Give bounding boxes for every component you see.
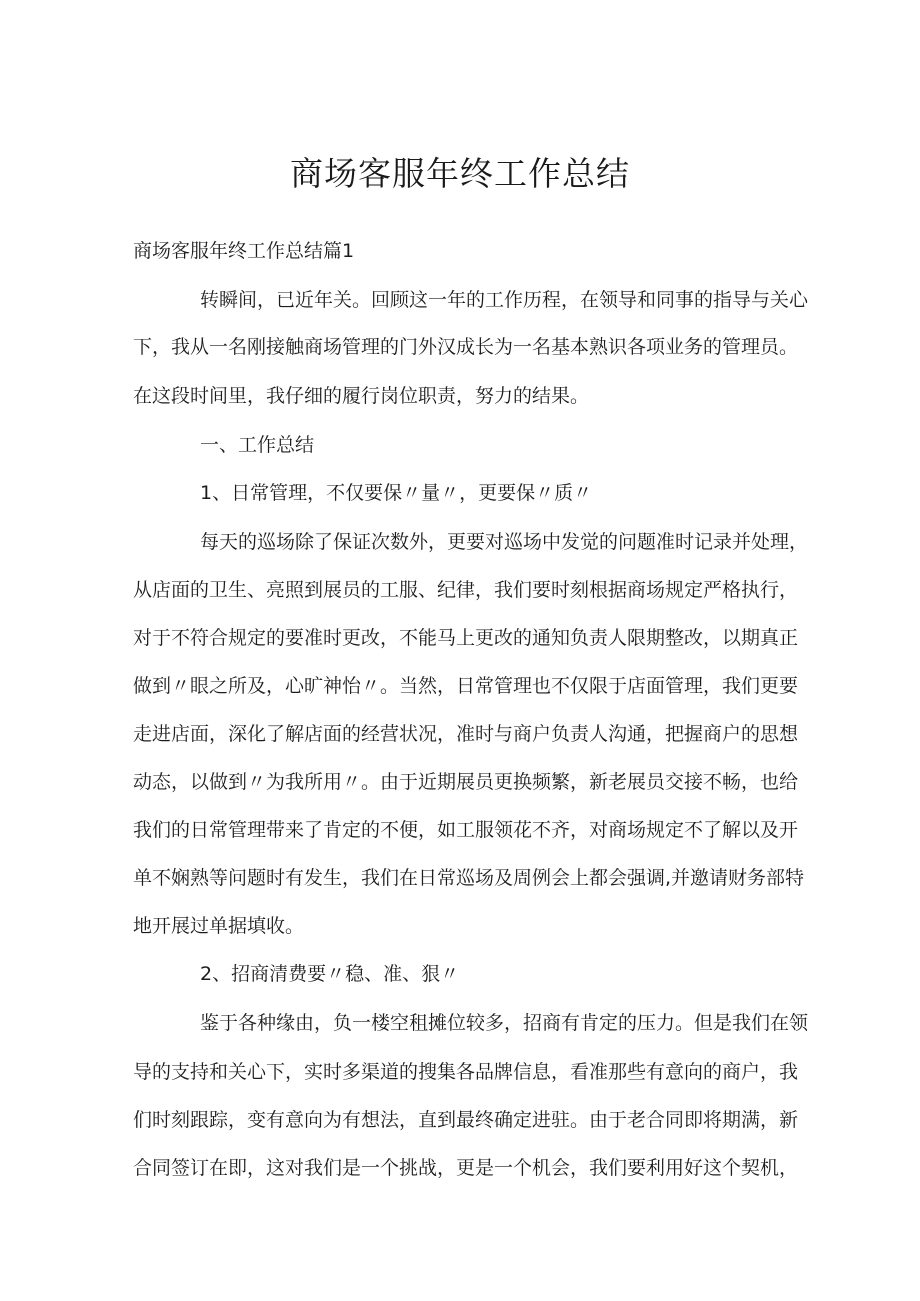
paragraph-line: 地开展过单据填收。 [133, 915, 305, 937]
paragraph-line: 做到〃眼之所及，心旷神怡〃。当然，日常管理也不仅限于店面管理，我们更要 [133, 675, 799, 697]
document-title: 商场客服年终工作总结 [290, 154, 630, 193]
paragraph-line: 走进店面，深化了解店面的经营状况，准时与商户负责人沟通，把握商户的思想 [133, 723, 799, 745]
subsection-heading: 一、工作总结 [200, 434, 315, 456]
section-heading: 商场客服年终工作总结篇1 [133, 240, 355, 262]
paragraph-line: 对于不符合规定的要准时更改，不能马上更改的通知负责人限期整改，以期真正 [133, 627, 799, 649]
paragraph-line: 转瞬间，已近年关。回顾这一年的工作历程，在领导和同事的指导与关心 [200, 289, 809, 311]
paragraph-line: 从店面的卫生、亮照到展员的工服、纪律，我们要时刻根据商场规定严格执行， [133, 579, 799, 601]
paragraph-line: 我们的日常管理带来了肯定的不便，如工服领花不齐，对商场规定不了解以及开 [133, 819, 799, 841]
paragraph-line: 鉴于各种缘由，负一楼空租摊位较多，招商有肯定的压力。但是我们在领 [200, 1012, 809, 1034]
paragraph-line: 导的支持和关心下，实时多渠道的搜集各品牌信息，看准那些有意向的商户，我 [133, 1061, 799, 1083]
paragraph-line: 在这段时间里，我仔细的履行岗位职责，努力的结果。 [133, 385, 590, 407]
paragraph-line: 动态，以做到〃为我所用〃。由于近期展员更换频繁，新老展员交接不畅，也给 [133, 771, 799, 793]
paragraph-line: 每天的巡场除了保证次数外，更要对巡场中发觉的问题准时记录并处理， [200, 531, 809, 553]
paragraph-line: 下，我从一名刚接触商场管理的门外汉成长为一名基本熟识各项业务的管理员。 [133, 336, 799, 358]
item-heading: 2、招商清费要〃稳、准、狠〃 [200, 963, 460, 985]
paragraph-line: 们时刻跟踪，变有意向为有想法，直到最终确定进驻。由于老合同即将期满，新 [133, 1109, 799, 1131]
item-heading: 1、日常管理，不仅要保〃量〃，更要保〃质〃 [200, 482, 593, 504]
paragraph-line: 合同签订在即，这对我们是一个挑战，更是一个机会，我们要利用好这个契机， [133, 1157, 799, 1179]
paragraph-line: 单不娴熟等问题时有发生，我们在日常巡场及周例会上都会强调,并邀请财务部特 [133, 867, 805, 889]
